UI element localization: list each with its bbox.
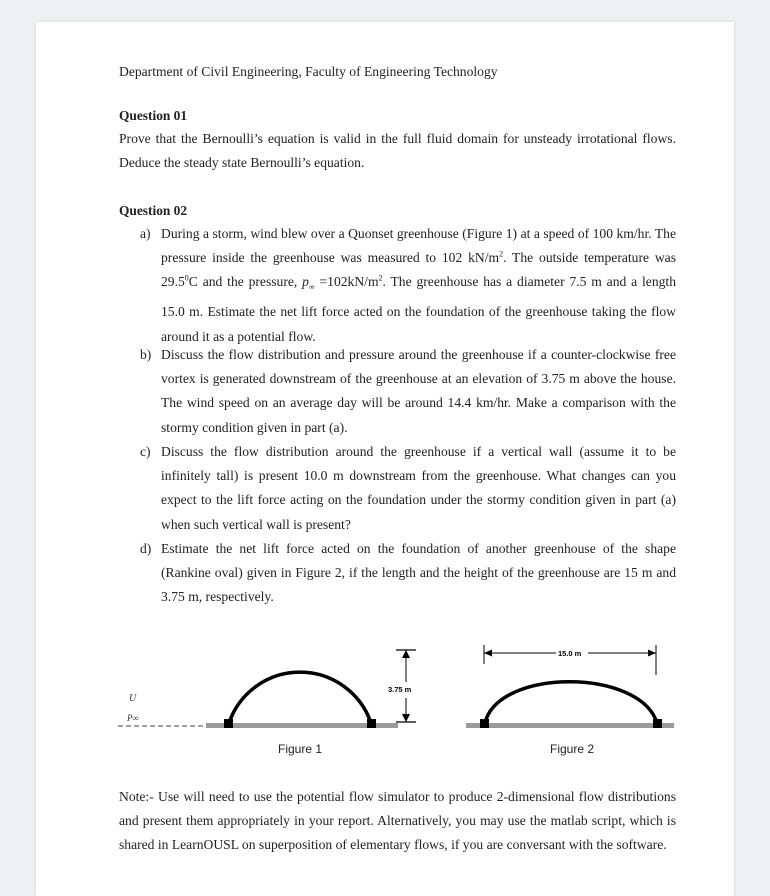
question-1-title: Question 01 — [119, 108, 188, 123]
figure-2-rankine-oval — [466, 645, 674, 728]
figure-2-caption: Figure 2 — [550, 742, 595, 756]
figure-1-quonset — [118, 650, 416, 728]
foundation-right-1 — [367, 719, 376, 728]
semicircle-arc — [229, 672, 371, 723]
length-dimension-label: 15.0 m — [558, 649, 582, 658]
height-dimension-label: 3.75 m — [388, 685, 412, 694]
part-d-text: Estimate the net lift force acted on the foundation of another greenhouse of the shape (Rankine oval) given in Figure 2, if the length and the height of the greenhouse are 15 m and 3.75 m, respectively. — [161, 541, 676, 605]
question-2-title: Question 02 — [119, 203, 188, 218]
part-a-text: During a storm, wind blew over a Quonset greenhouse (Figure 1) at a speed of 100 km/hr. The pressure inside the greenhouse was measured to 102 $kN/m^2$. The outside temperature was 29.5$^0$C and the pressure, $p_\infty =102kN/m^2$. The greenhouse has a diameter 7.5 m and a length 15.0 m. Estimate the net lift force acted on the foundation of the greenhouse taking the flow around it as a potential flow. — [161, 226, 677, 344]
oval-arc — [485, 682, 657, 723]
part-d-label: d) — [140, 541, 152, 556]
figures-illustration — [36, 628, 734, 768]
foundation-right-2 — [653, 719, 662, 728]
part-b-text: Discuss the flow distribution and pressure around the greenhouse if a counter-clockwise free vortex is generated downstream of the greenhouse at an elevation of 3.75 m above the house. The wind speed on an average day will be around 14.4 km/hr. Make a comparison with the stormy condition given in part (a). — [161, 347, 676, 435]
foundation-left-2 — [480, 719, 489, 728]
pressure-label: P∞ — [127, 713, 139, 723]
part-c-text: Discuss the flow distribution around the greenhouse if a vertical wall (assume it to be infinitely tall) is present 10.0 m downstream from the greenhouse. What changes can you expect to the lift force acting on the foundation under the stormy condition given in part (a) when such vertical wall is present? — [161, 444, 676, 532]
p-infinity-symbol: $p_\infty$ — [302, 274, 315, 293]
question-1-body: Prove that the Bernoulli’s equation is valid in the full fluid domain for unsteady irrotational flows. Deduce the steady state Bernoulli’s equation. — [119, 131, 676, 171]
part-b-label: b) — [140, 347, 152, 362]
ground-line-2 — [466, 723, 674, 728]
part-a-label: a) — [140, 226, 151, 241]
note-paragraph: Note:- Use will need to use the potential flow simulator to produce 2-dimensional flow distributions and present them appropriately in your report. Alternatively, you may use the matlab script, which is shared in LearnOUSL on superposition of elementary flows, if you are conversant with the software. — [119, 789, 676, 853]
document-page — [36, 22, 734, 896]
part-c-label: c) — [140, 444, 151, 459]
department-header: Department of Civil Engineering, Faculty of Engineering Technology — [119, 64, 498, 79]
velocity-label: U — [129, 693, 137, 704]
foundation-left-1 — [224, 719, 233, 728]
figure-1-caption: Figure 1 — [278, 742, 323, 756]
